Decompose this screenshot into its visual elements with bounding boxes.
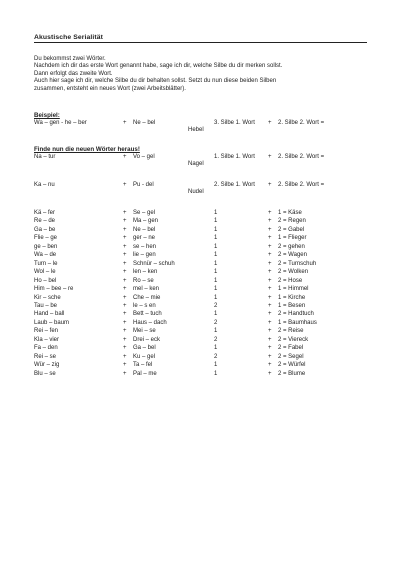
list-word1: Fa – den bbox=[34, 345, 58, 352]
list-word2: Ku – gel bbox=[133, 353, 156, 360]
task-word1: Ka – nu bbox=[34, 182, 55, 188]
task-answer: Nagel bbox=[188, 161, 204, 167]
plus-sign: + bbox=[268, 182, 272, 188]
plus-sign: + bbox=[268, 218, 272, 225]
plus-sign: + bbox=[268, 210, 272, 216]
plus-sign: + bbox=[123, 345, 127, 352]
list-word1: Hand – ball bbox=[34, 311, 65, 318]
plus-sign: + bbox=[123, 226, 127, 233]
plus-sign: + bbox=[123, 328, 127, 335]
task-answer: Nudel bbox=[188, 189, 204, 195]
list-word2: Pal – me bbox=[133, 370, 157, 377]
list-word1: Rei – fen bbox=[34, 328, 59, 335]
list-result: 2 = Handtuch bbox=[278, 311, 314, 318]
plus-sign: + bbox=[123, 218, 127, 225]
plus-sign: + bbox=[268, 286, 272, 293]
list-word2: len – ken bbox=[133, 269, 158, 276]
plus-sign: + bbox=[123, 311, 127, 318]
list-result: 1 = Besen bbox=[278, 302, 306, 309]
plus-sign: + bbox=[123, 269, 127, 276]
list-result: 1 = Baumhaus bbox=[278, 319, 317, 326]
list-syllable-a: 1 bbox=[214, 210, 218, 216]
plus-sign: + bbox=[123, 252, 127, 259]
plus-sign: + bbox=[123, 319, 127, 326]
list-result: 1 = Flieger bbox=[278, 235, 307, 242]
list-word2: lie – gen bbox=[133, 252, 156, 259]
list-syllable-a: 1 bbox=[214, 243, 218, 250]
plus-sign: + bbox=[123, 243, 127, 250]
list-word2: Schnür – schuh bbox=[133, 260, 175, 267]
list-word1: Wa – de bbox=[34, 252, 57, 259]
list-word1: Ga – be bbox=[34, 226, 56, 233]
instruction-line: Nachdem ich dir das erste Wort genannt habe, sage ich dir, welche Silbe du dir merken sollst. bbox=[34, 63, 283, 70]
list-result: 2 = Fabel bbox=[278, 345, 304, 352]
list-result: 2 = Regen bbox=[278, 218, 306, 225]
list-word2: Ro – se bbox=[133, 277, 154, 284]
list-word1: Kla – vier bbox=[34, 336, 60, 343]
plus-sign: + bbox=[123, 286, 127, 293]
list-syllable-a: 1 bbox=[214, 277, 218, 284]
example-task2: 2. Silbe 2. Wort = bbox=[278, 120, 325, 126]
example-answer: Hebel bbox=[188, 127, 204, 133]
list-syllable-a: 1 bbox=[214, 218, 218, 225]
plus-sign: + bbox=[268, 353, 272, 360]
plus-sign: + bbox=[268, 328, 272, 335]
plus-sign: + bbox=[123, 294, 127, 301]
list-result: 2 = Blume bbox=[278, 370, 306, 377]
plus-sign: + bbox=[268, 226, 272, 233]
list-word1: Re – de bbox=[34, 218, 56, 225]
title-underline bbox=[34, 42, 367, 43]
plus-sign: + bbox=[268, 362, 272, 369]
list-result: 2 = Hose bbox=[278, 277, 303, 284]
list-word2: Ma – gen bbox=[133, 218, 159, 225]
list-result: 1 = Käse bbox=[278, 210, 302, 216]
list-syllable-a: 1 bbox=[214, 370, 218, 377]
list-syllable-a: 1 bbox=[214, 269, 218, 276]
instruction-line: Du bekommst zwei Wörter. bbox=[34, 56, 106, 62]
instructions bbox=[34, 56, 369, 93]
list-result: 2 = gehen bbox=[278, 243, 305, 250]
list-word2: Bett – tuch bbox=[133, 311, 162, 318]
find-heading: Finde nun die neuen Wörter heraus! bbox=[34, 146, 140, 153]
list-word1: Kir – sche bbox=[34, 294, 61, 301]
task-instruction2: 2. Silbe 2. Wort = bbox=[278, 154, 325, 160]
plus-sign: + bbox=[123, 353, 127, 360]
list-word1: Rei – se bbox=[34, 353, 57, 360]
list-word2: Haus – dach bbox=[133, 319, 167, 326]
list-word2: Mei – se bbox=[133, 328, 156, 335]
list-word1: Flie – ge bbox=[34, 235, 58, 242]
list-word2: mel – ken bbox=[133, 286, 160, 293]
plus-sign: + bbox=[268, 277, 272, 284]
plus-sign: + bbox=[268, 311, 272, 318]
list-word1: Ho – bel bbox=[34, 277, 57, 284]
plus-sign: + bbox=[268, 319, 272, 326]
list-word2: se – hen bbox=[133, 243, 157, 250]
plus-sign: + bbox=[268, 294, 272, 301]
task-instruction: 1. Silbe 1. Wort bbox=[214, 154, 255, 160]
plus-sign: + bbox=[268, 252, 272, 259]
task-instruction: 2. Silbe 1. Wort bbox=[214, 182, 255, 188]
list-word1: Wür – zig bbox=[34, 362, 60, 369]
list-syllable-a: 1 bbox=[214, 294, 218, 301]
list-result: 2 = Wolken bbox=[278, 269, 309, 276]
list-result: 2 = Reise bbox=[278, 328, 304, 335]
plus-sign: + bbox=[123, 235, 127, 242]
list-word1: Kä – fer bbox=[34, 210, 56, 216]
plus-sign: + bbox=[268, 235, 272, 242]
list-result: 2 = Turnschuh bbox=[278, 260, 317, 267]
list-result: 2 = Viereck bbox=[278, 336, 309, 343]
plus-sign: + bbox=[268, 154, 272, 160]
plus-sign: + bbox=[268, 345, 272, 352]
plus-sign: + bbox=[123, 370, 127, 377]
plus-sign: + bbox=[123, 120, 127, 126]
list-word1: ge – ben bbox=[34, 243, 58, 250]
list-syllable-a: 2 bbox=[214, 319, 218, 326]
plus-sign: + bbox=[123, 302, 127, 309]
list-syllable-a: 1 bbox=[214, 345, 218, 352]
list-syllable-a: 1 bbox=[214, 311, 218, 318]
plus-sign: + bbox=[268, 370, 272, 377]
list-syllable-a: 1 bbox=[214, 362, 218, 369]
plus-sign: + bbox=[268, 302, 272, 309]
instruction-line: Dann erfolgt das zweite Wort. bbox=[34, 70, 113, 77]
plus-sign: + bbox=[268, 269, 272, 276]
example-word2: Ne – bel bbox=[133, 120, 156, 126]
plus-sign: + bbox=[123, 336, 127, 343]
list-syllable-a: 1 bbox=[214, 260, 218, 267]
task-word2: Vo – gel bbox=[133, 154, 155, 160]
plus-sign: + bbox=[123, 260, 127, 267]
list-result: 2 = Gabel bbox=[278, 226, 305, 233]
list-word2: le – s en bbox=[133, 302, 156, 309]
plus-sign: + bbox=[123, 210, 127, 216]
list-word1: Turn – le bbox=[34, 260, 58, 267]
list-word1: Laub – baum bbox=[34, 319, 70, 326]
example-heading: Beispiel: bbox=[34, 112, 60, 119]
list-result: 1 = Himmel bbox=[278, 286, 309, 293]
instruction-line: Auch hier sage ich dir, welche Silbe du dir behalten sollst. Setzt du nun diese beiden Silben bbox=[34, 78, 277, 85]
list-word1: Blu – se bbox=[34, 370, 56, 377]
list-result: 1 = Kirche bbox=[278, 294, 306, 301]
plus-sign: + bbox=[123, 362, 127, 369]
plus-sign: + bbox=[268, 260, 272, 267]
plus-sign: + bbox=[123, 277, 127, 284]
list-word2: Drei – eck bbox=[133, 336, 161, 343]
task-word1: Na – tur bbox=[34, 154, 56, 160]
instruction-line: zusammen, entsteht ein neues Wort (zwei Arbeitsblätter). bbox=[34, 85, 186, 92]
list-word2: Ta – fel bbox=[133, 362, 153, 369]
list-syllable-a: 1 bbox=[214, 286, 218, 293]
list-result: 2 = Würfel bbox=[278, 362, 306, 369]
list-syllable-a: 1 bbox=[214, 328, 218, 335]
list-word2: ger – ne bbox=[133, 235, 156, 242]
list-syllable-a: 1 bbox=[214, 226, 218, 233]
list-word2: Se – gel bbox=[133, 210, 156, 216]
task-word2: Pu - del bbox=[133, 182, 154, 188]
list-result: 2 = Wagen bbox=[278, 252, 307, 259]
list-word2: Ne – bel bbox=[133, 226, 156, 233]
plus-sign: + bbox=[268, 120, 272, 126]
example-word1: Wa – gen - he – ber bbox=[34, 120, 87, 126]
list-word1: Wol – le bbox=[34, 269, 56, 276]
list-word2: Che – mie bbox=[133, 294, 161, 301]
list-syllable-a: 1 bbox=[214, 235, 218, 242]
list-syllable-a: 2 bbox=[214, 353, 218, 360]
page-title: Akustische Serialität bbox=[34, 34, 103, 41]
list-word1: Him – bee – re bbox=[34, 286, 74, 293]
plus-sign: + bbox=[268, 243, 272, 250]
list-word2: Ga – bel bbox=[133, 345, 156, 352]
list-result: 2 = Segel bbox=[278, 353, 304, 360]
plus-sign: + bbox=[268, 336, 272, 343]
plus-sign: + bbox=[123, 154, 127, 160]
list-syllable-a: 1 bbox=[214, 252, 218, 259]
list-syllable-a: 2 bbox=[214, 302, 218, 309]
task-instruction2: 2. Silbe 2. Wort = bbox=[278, 182, 325, 188]
list-syllable-a: 2 bbox=[214, 336, 218, 343]
plus-sign: + bbox=[123, 182, 127, 188]
list-word1: Tau – be bbox=[34, 302, 58, 309]
example-task: 3. Silbe 1. Wort bbox=[214, 120, 255, 126]
